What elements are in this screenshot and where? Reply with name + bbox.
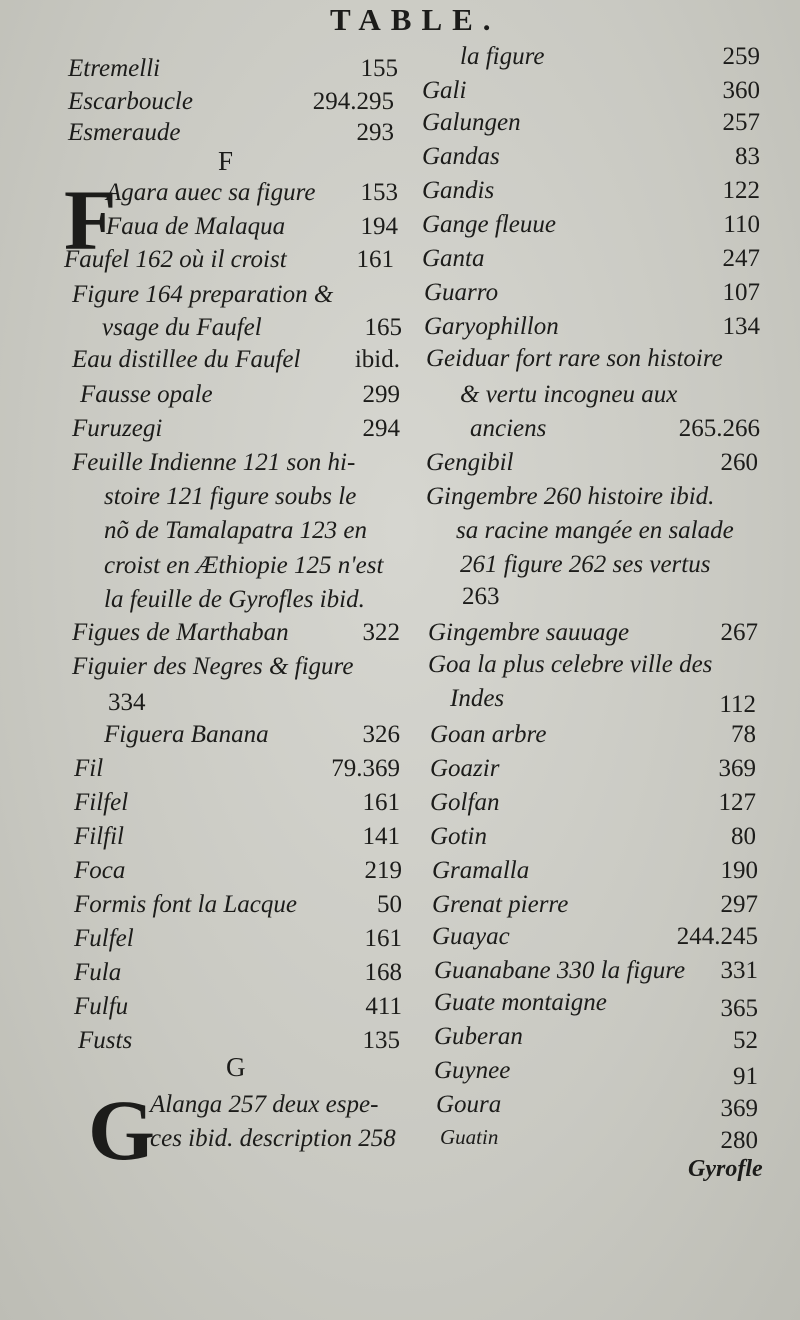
entry-text: croist en Æthiopie 125 n'est	[104, 552, 384, 579]
entry-text: Gengibil	[426, 449, 514, 476]
entry-page: 294	[362, 415, 400, 442]
entry-page: 127	[718, 789, 756, 816]
entry-page: 107	[722, 279, 760, 306]
entry-text: Grenat pierre	[432, 891, 569, 918]
entry-text: stoire 121 figure soubs le	[104, 483, 357, 510]
entry-text: Escarboucle	[68, 88, 193, 115]
entry-text: Guayac	[432, 923, 510, 950]
entry-text: Figure 164 preparation &	[72, 281, 334, 308]
entry-text: Galungen	[422, 109, 521, 136]
entry-text: Fula	[74, 959, 122, 986]
entry-text: Golfan	[430, 789, 500, 816]
entry-page: 260	[720, 449, 758, 476]
entry-page: 219	[364, 857, 402, 884]
entry-page: 265.266	[678, 415, 760, 442]
entry-text: Guberan	[434, 1023, 523, 1050]
entry-text: anciens	[470, 415, 547, 442]
entry-page: 79.369	[331, 755, 400, 782]
entry-text: Feuille Indienne 121 son hi-	[72, 449, 356, 476]
entry-page: 80	[731, 823, 756, 850]
entry-page: 161	[356, 246, 394, 273]
entry-text: sa racine mangée en salade	[456, 517, 734, 544]
entry-text: 261 figure 262 ses vertus	[460, 551, 711, 578]
entry-text: la feuille de Gyrofles ibid.	[104, 586, 365, 613]
entry-text: Goan arbre	[430, 721, 547, 748]
entry-text: Gandis	[422, 177, 495, 204]
section-letter-g: G	[226, 1052, 246, 1082]
entry-page: 326	[362, 721, 400, 748]
entry-text: Gange fleuue	[422, 211, 556, 238]
entry-page: 322	[362, 619, 400, 646]
entry-text: Fulfel	[74, 925, 134, 952]
entry-text: Gotin	[430, 823, 487, 850]
entry-page: 161	[362, 789, 400, 816]
entry-text: Alanga 257 deux espe-	[150, 1091, 379, 1118]
entry-text: Faua de Malaqua	[106, 213, 286, 240]
entry-page: 369	[718, 755, 756, 782]
entry-page: 299	[362, 381, 400, 408]
entry-text: Figues de Marthaban	[72, 619, 289, 646]
entry-text: Geiduar fort rare son histoire	[426, 345, 723, 372]
entry-page: 161	[364, 925, 402, 952]
entry-page: ibid.	[354, 346, 400, 373]
entry-text: Goazir	[430, 755, 500, 782]
entry-page: 257	[722, 109, 760, 136]
entry-page: 134	[722, 313, 760, 340]
entry-page: 360	[722, 77, 760, 104]
entry-text: Gramalla	[432, 857, 530, 884]
entry-page: 294.295	[312, 88, 394, 115]
entry-text: Guynee	[434, 1057, 511, 1084]
catchword: Gyrofle	[688, 1156, 763, 1182]
entry-text: Gali	[422, 77, 467, 104]
entry-page: 247	[722, 245, 760, 272]
entry-text: Goura	[436, 1091, 502, 1118]
entry-page: 110	[723, 211, 760, 238]
entry-text: la figure	[460, 43, 545, 70]
entry-page: 365	[720, 995, 758, 1022]
entry-text: Foca	[74, 857, 126, 884]
entry-text: Eau distillee du Faufel	[72, 346, 301, 373]
entry-page: 194	[360, 213, 398, 240]
entry-text: Filfil	[74, 823, 124, 850]
entry-text: Guatin	[440, 1125, 499, 1149]
page-title: TABLE.	[330, 2, 501, 37]
entry-text: Furuzegi	[72, 415, 163, 442]
entry-text: vsage du Faufel	[102, 314, 262, 341]
entry-text: Faufel 162 où il croist	[64, 246, 287, 273]
entry-page: 259	[722, 43, 760, 70]
entry-text: Filfel	[74, 789, 129, 816]
entry-text: Garyophillon	[424, 313, 559, 340]
entry-page: 190	[720, 857, 758, 884]
entry-text: Etremelli	[68, 55, 161, 82]
entry-page: 78	[731, 721, 756, 748]
entry-text: ces ibid. description 258	[150, 1125, 396, 1152]
entry-text: Figuier des Negres & figure	[72, 653, 354, 680]
entry-page: 112	[719, 691, 756, 718]
entry-text: Gingembre 260 histoire ibid.	[426, 483, 715, 510]
entry-page: 135	[362, 1027, 400, 1054]
section-letter-f: F	[218, 146, 234, 176]
entry-text: nõ de Tamalapatra 123 en	[104, 517, 367, 544]
dropcap-g: G	[88, 1082, 155, 1178]
entry-text: 334	[108, 689, 146, 716]
entry-text: Guate montaigne	[434, 989, 607, 1016]
entry-text: Fusts	[78, 1027, 133, 1054]
entry-page: 369	[720, 1095, 758, 1122]
entry-page: 141	[362, 823, 400, 850]
entry-page: 280	[720, 1127, 758, 1154]
entry-text: Ganta	[422, 245, 485, 272]
entry-text: Figuera Banana	[104, 721, 269, 748]
entry-text: Gandas	[422, 143, 500, 170]
entry-text: Guanabane 330 la figure	[434, 957, 686, 984]
entry-page: 165	[364, 314, 402, 341]
entry-page: 293	[356, 119, 394, 146]
entry-page: 52	[733, 1027, 758, 1054]
entry-page: 155	[360, 55, 398, 82]
entry-page: 91	[733, 1063, 758, 1090]
dropcap-f: F	[64, 172, 117, 268]
entry-text: Indes	[450, 685, 505, 712]
entry-text: Goa la plus celebre ville des	[428, 651, 713, 678]
entry-text: Formis font la Lacque	[74, 891, 297, 918]
entry-text: 263	[462, 583, 500, 610]
entry-page: 297	[720, 891, 758, 918]
entry-text: Gingembre sauuage	[428, 619, 630, 646]
entry-text: Esmeraude	[68, 119, 181, 146]
entry-text: Fil	[74, 755, 104, 782]
entry-page: 153	[360, 179, 398, 206]
entry-page: 244.245	[676, 923, 758, 950]
entry-page: 331	[720, 957, 758, 984]
entry-page: 411	[365, 993, 402, 1020]
entry-text: Fulfu	[74, 993, 129, 1020]
entry-page: 122	[722, 177, 760, 204]
entry-page: 267	[720, 619, 758, 646]
entry-text: Agara auec sa figure	[106, 179, 316, 206]
entry-page: 168	[364, 959, 402, 986]
entry-text: Guarro	[424, 279, 499, 306]
entry-text: & vertu incogneu aux	[460, 381, 678, 408]
entry-page: 83	[735, 143, 760, 170]
entry-page: 50	[377, 891, 402, 918]
entry-text: Fausse opale	[80, 381, 213, 408]
